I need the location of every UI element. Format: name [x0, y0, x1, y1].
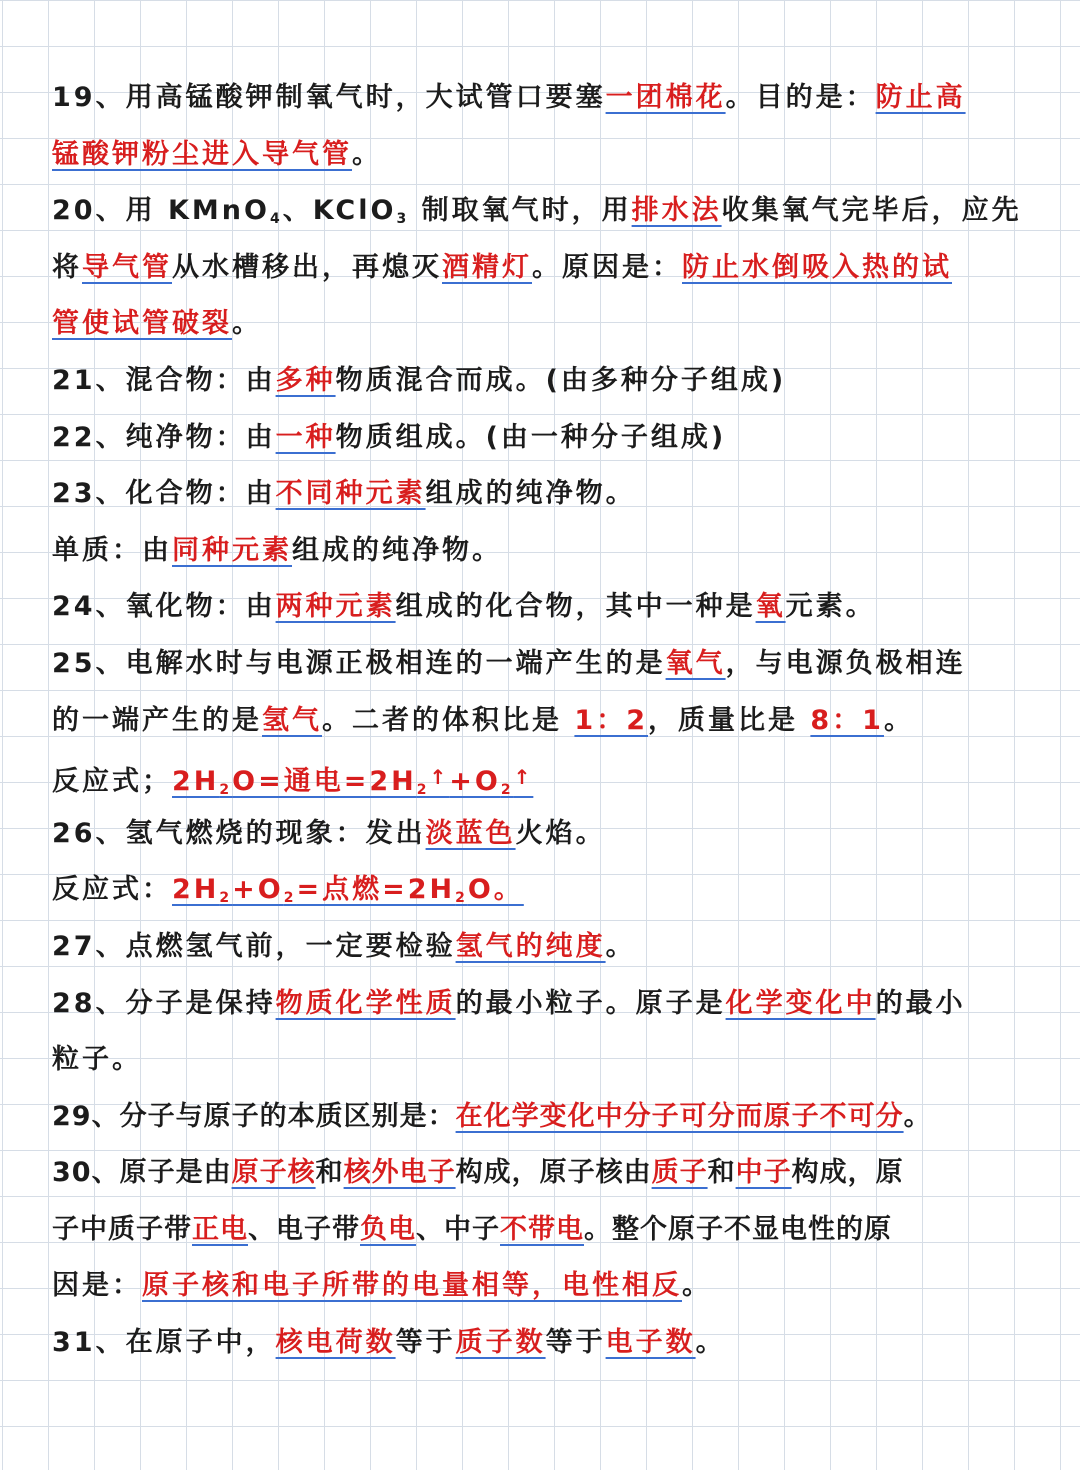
note-26 [52, 806, 1032, 863]
note-30-line-3 [52, 1258, 1032, 1315]
subscript: 2 [416, 782, 430, 799]
text: 粒子。 [52, 1044, 142, 1076]
subscript: 2 [283, 890, 297, 907]
answer-blank: 排水法 [631, 195, 722, 227]
text: ，质量比是 [647, 704, 811, 736]
answer-blank: 酒精灯 [442, 251, 532, 283]
text: 22、纯净物：由 [52, 421, 276, 453]
text: 、电子带 [248, 1213, 360, 1245]
text: 物质组成。(由一种分子组成) [335, 421, 727, 453]
text: 30、原子是由 [52, 1157, 232, 1189]
subscript: 2 [455, 890, 468, 907]
note-27 [52, 919, 1032, 976]
eq-part: =点燃=2H [296, 874, 456, 906]
eq-part: O=通电=2H [232, 766, 417, 798]
text: 构成，原 [791, 1157, 904, 1189]
text: 的最小粒子。原子是 [455, 987, 726, 1019]
eq-part: +O [449, 766, 501, 798]
equation-combustion [172, 874, 524, 905]
notes-content [52, 70, 1032, 1372]
text: 。目的是： [725, 82, 876, 113]
answer-blank: 化学变化中 [725, 987, 876, 1019]
note-29 [52, 1089, 1032, 1146]
note-23 [52, 466, 1032, 523]
answer-blank: 核电荷数 [275, 1327, 396, 1359]
text: 、中子 [416, 1213, 500, 1245]
note-25-line-2 [52, 693, 1032, 750]
text: 。二者的体积比是 [322, 704, 575, 736]
note-19-line-1 [52, 70, 1032, 127]
answer-blank: 氢气 [262, 704, 322, 736]
eq-part: +O [232, 874, 284, 906]
text: 。 [883, 704, 914, 736]
text: 28、分子是保持 [52, 987, 276, 1019]
answer-blank: 防止水倒吸入热的试 [682, 251, 952, 283]
answer-blank: 氧 [755, 591, 786, 623]
note-20-line-3 [52, 296, 1032, 353]
answer-blank: 一种 [275, 421, 336, 453]
gas-arrow-icon: ↑ [513, 765, 534, 790]
text: 组成的纯净物。 [292, 534, 502, 566]
subscript: 4 [269, 211, 283, 228]
answer-blank: 在化学变化中分子可分而原子不可分 [455, 1100, 904, 1132]
answer-blank: 8：1 [810, 704, 884, 736]
note-21 [52, 353, 1032, 410]
note-19-line-2 [52, 127, 1032, 184]
text: 等于 [395, 1327, 456, 1359]
text: 收集氧气完毕后，应先 [721, 195, 1022, 227]
answer-blank: 氧气 [665, 647, 726, 679]
text: 等于 [545, 1327, 606, 1359]
subscript: 3 [396, 211, 410, 228]
note-20-line-1 [52, 183, 1032, 240]
equation-electrolysis [172, 766, 533, 797]
answer-blank: 负电 [360, 1213, 416, 1245]
text: 。 [682, 1270, 712, 1302]
answer-blank: 防止高 [875, 82, 966, 113]
subscript: 2 [500, 782, 514, 799]
answer-blank: 一团棉花 [605, 82, 726, 113]
text: 制取氧气时，用 [409, 195, 632, 227]
text: 。 [903, 1100, 932, 1132]
answer-blank: 物质化学性质 [275, 987, 456, 1019]
text: 和 [707, 1157, 736, 1189]
answer-blank: 原子核和电子所带的电量相等，电性相反 [142, 1270, 682, 1302]
text: 。整个原子不显电性的原 [584, 1213, 892, 1245]
answer-blank: 多种 [275, 364, 336, 396]
answer-blank: 导气管 [82, 251, 172, 283]
text: 20、用 KMnO [52, 195, 270, 227]
answer-blank: 同种元素 [172, 534, 292, 566]
answer-blank: 不同种元素 [275, 478, 426, 510]
answer-blank: 正电 [192, 1213, 248, 1245]
text: 。 [605, 930, 636, 962]
note-23-element [52, 523, 1032, 580]
text: 。 [352, 138, 382, 170]
answer-blank: 管使试管破裂 [52, 308, 232, 340]
text: 24、氧化物：由 [52, 591, 276, 623]
text: 的一端产生的是 [52, 704, 262, 736]
text: 29、分子与原子的本质区别是： [52, 1100, 456, 1132]
text: 31、在原子中， [52, 1327, 276, 1359]
answer-blank: 电子数 [605, 1327, 696, 1359]
text: 子中质子带 [52, 1213, 192, 1245]
text: 元素。 [785, 591, 876, 623]
note-26-equation [52, 862, 1032, 919]
text: 反应式； [52, 766, 172, 798]
subscript: 2 [219, 782, 233, 799]
text: 火焰。 [515, 817, 606, 849]
text: 25、电解水时与电源正极相连的一端产生的是 [52, 647, 666, 679]
answer-blank: 中子 [735, 1157, 792, 1189]
text: 19、用高锰酸钾制氧气时，大试管口要塞 [52, 82, 606, 113]
note-22 [52, 410, 1032, 467]
answer-blank: 质子 [651, 1157, 708, 1189]
answer-blank: 质子数 [455, 1327, 546, 1359]
answer-blank: 两种元素 [275, 591, 396, 623]
text: 组成的纯净物。 [425, 478, 636, 510]
text: 。 [695, 1327, 726, 1359]
text: 和 [315, 1157, 344, 1189]
answer-blank: 1：2 [574, 704, 648, 736]
text: 构成，原子核由 [455, 1157, 652, 1189]
eq-part: O。 [467, 874, 524, 906]
note-20-line-2 [52, 240, 1032, 297]
answer-blank: 核外电子 [343, 1157, 456, 1189]
note-24 [52, 579, 1032, 636]
text: 。 [232, 308, 262, 340]
note-31 [52, 1315, 1032, 1372]
text: 23、化合物：由 [52, 478, 276, 510]
subscript: 2 [219, 890, 233, 907]
note-25-equation [52, 749, 1032, 806]
text: 物质混合而成。(由多种分子组成) [335, 364, 787, 396]
text: 组成的化合物，其中一种是 [395, 591, 756, 623]
text: 21、混合物：由 [52, 364, 276, 396]
note-25-line-1 [52, 636, 1032, 693]
eq-part: 2H [172, 766, 220, 798]
answer-blank: 不带电 [500, 1213, 584, 1245]
text: 的最小 [875, 987, 966, 1019]
eq-part: 2H [172, 874, 220, 906]
text: 、KClO [282, 195, 397, 227]
answer-blank: 原子核 [231, 1157, 316, 1189]
text: 27、点燃氢气前，一定要检验 [52, 930, 456, 962]
answer-blank: 锰酸钾粉尘进入导气管 [52, 138, 352, 170]
text: 因是： [52, 1270, 142, 1302]
note-28-line-1 [52, 976, 1032, 1033]
note-30-line-2 [52, 1202, 1032, 1259]
text: 将 [52, 251, 82, 283]
answer-blank: 淡蓝色 [425, 817, 516, 849]
answer-blank: 氢气的纯度 [455, 930, 606, 962]
gas-arrow-icon: ↑ [429, 765, 450, 790]
text: ，与电源负极相连 [725, 647, 966, 679]
text: 26、氢气燃烧的现象：发出 [52, 817, 426, 849]
note-30-line-1 [52, 1145, 1032, 1202]
text: 。原因是： [532, 251, 682, 283]
note-28-line-2 [52, 1032, 1032, 1089]
text: 反应式： [52, 874, 172, 906]
text: 单质：由 [52, 534, 172, 566]
text: 从水槽移出，再熄灭 [172, 251, 442, 283]
